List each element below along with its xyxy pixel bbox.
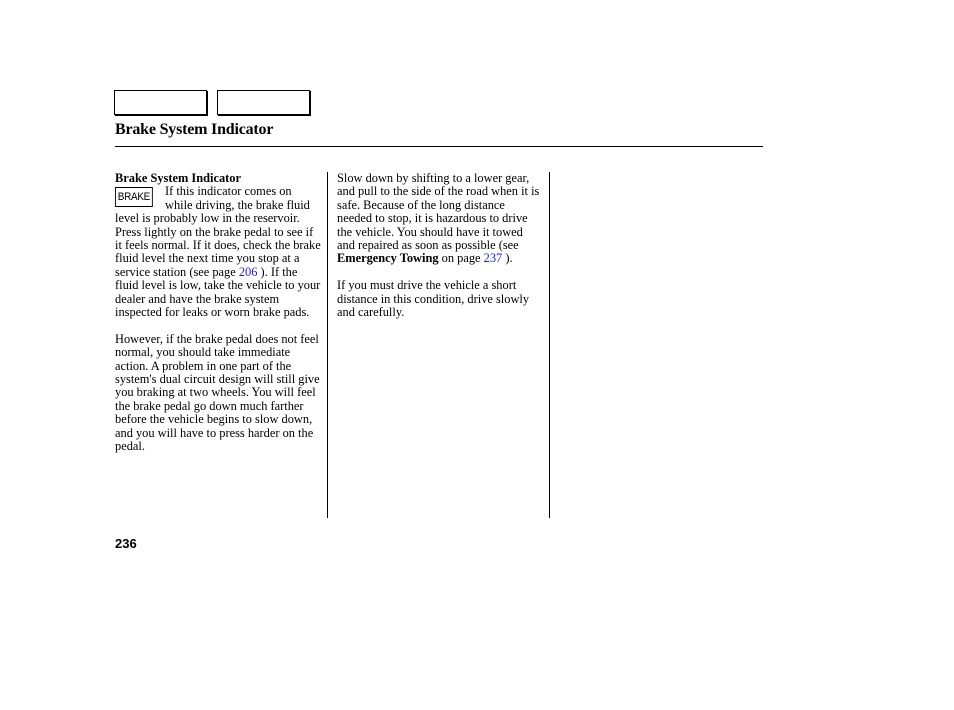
title-divider [115,146,763,147]
column-divider [327,172,328,518]
paragraph-slow-down [337,172,542,266]
nav-button-previous[interactable] [114,90,207,115]
brake-indicator-icon: BRAKE [115,187,153,207]
paragraph-pedal-feel: However, if the brake pedal does not feel normal, you should take immediate action. A problem in one part of the system's dual circuit design will still give you braking at two wheels. You will feel the brake pedal go down much farther before the vehicle begins to slow down, and you will have to press harder on the pedal. [115,331,320,454]
paragraph-indicator-description [115,185,321,319]
paragraph-text: ). If the fluid level is low, take the vehicle to your dealer and have the brake system inspected for leaks or worn brake pads. [115,264,321,320]
column-divider [549,172,550,518]
paragraph-text: If this indicator comes on while driving, the brake fluid level is probably low in the reservoir. Press lightly on the brake pedal to see if it feels normal. If it does, check the brake fluid level the next time you stop at a service station (see page [115,184,321,279]
left-column [115,172,321,467]
nav-button-next[interactable] [217,90,310,115]
right-column [337,172,542,333]
page-title: Brake System Indicator [115,121,274,138]
paragraph-text: ). [502,251,513,266]
page-link-206[interactable]: 206 [238,264,258,279]
emergency-towing-ref: Emergency Towing [337,251,439,266]
paragraph-text: on page [438,251,484,266]
paragraph-text: Slow down by shifting to a lower gear, and pull to the side of the road when it is safe. Because of the long distance needed to stop, it is hazardous to drive the vehicle. You should have it towed and repaired as soon as possible (see [337,171,540,253]
section-heading: Brake System Indicator [115,171,241,185]
page-link-237[interactable]: 237 [483,251,503,266]
page-number: 236 [115,536,137,551]
paragraph-drive-slowly: If you must drive the vehicle a short distance in this condition, drive slowly and carefully. [337,278,530,320]
